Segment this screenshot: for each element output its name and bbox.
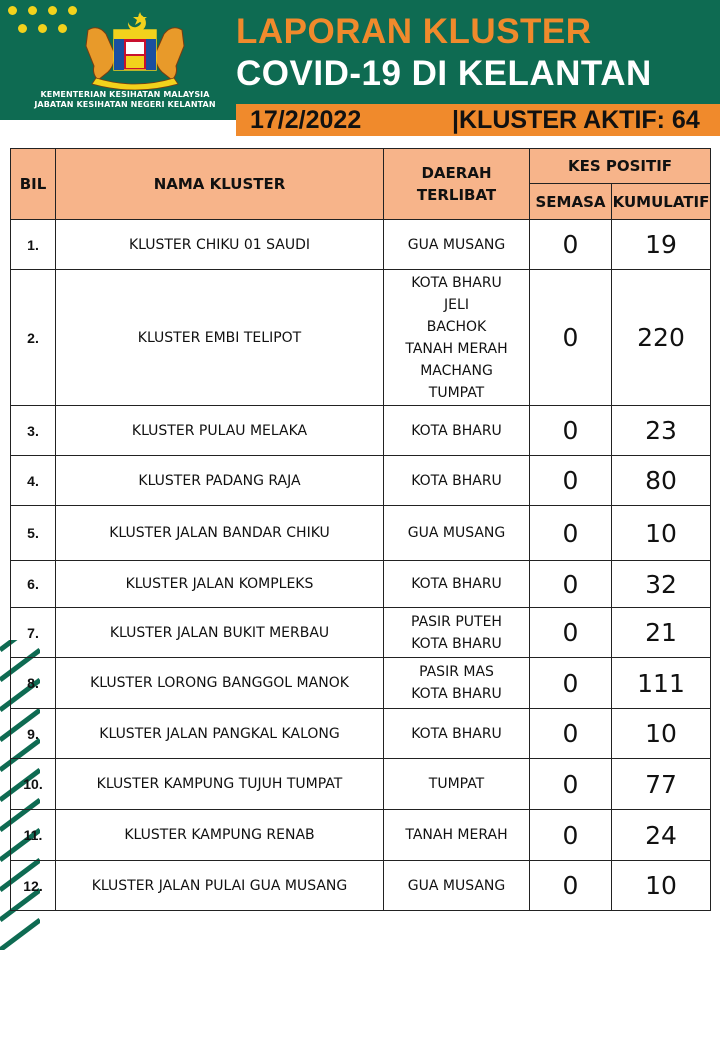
cell-kumulatif: 21 — [612, 608, 711, 658]
cell-nama-kluster: KLUSTER PULAU MELAKA — [56, 406, 384, 456]
header-nama-kluster: NAMA KLUSTER — [56, 149, 384, 220]
cell-nama-kluster: KLUSTER KAMPUNG TUJUH TUMPAT — [56, 759, 384, 810]
cell-semasa: 0 — [530, 709, 612, 759]
cell-semasa: 0 — [530, 608, 612, 658]
table-row — [11, 506, 711, 561]
cell-nama-kluster: KLUSTER EMBI TELIPOT — [56, 270, 384, 406]
table-row — [11, 759, 711, 810]
district-name: TUMPAT — [428, 384, 485, 401]
header-semasa: SEMASA — [530, 184, 612, 220]
table-row — [11, 220, 711, 270]
cell-bil: 3. — [11, 406, 56, 456]
cell-kumulatif: 10 — [612, 709, 711, 759]
cell-semasa: 0 — [530, 810, 612, 861]
table-row — [11, 658, 711, 709]
cell-kumulatif: 111 — [612, 658, 711, 709]
table-row — [11, 709, 711, 759]
cell-semasa: 0 — [530, 861, 612, 911]
cell-kumulatif: 80 — [612, 456, 711, 506]
cell-nama-kluster: KLUSTER CHIKU 01 SAUDI — [56, 220, 384, 270]
cell-daerah-terlibat — [384, 406, 530, 456]
cell-daerah-terlibat — [384, 561, 530, 608]
table-row — [11, 456, 711, 506]
table-row — [11, 270, 711, 406]
cell-semasa: 0 — [530, 456, 612, 506]
malaysia-coat-of-arms-icon — [70, 8, 200, 90]
report-title-line2: COVID-19 DI KELANTAN — [236, 54, 652, 93]
district-name: KOTA BHARU — [411, 274, 502, 291]
cell-nama-kluster: KLUSTER JALAN PULAI GUA MUSANG — [56, 861, 384, 911]
cell-semasa: 0 — [530, 658, 612, 709]
cell-daerah-terlibat — [384, 709, 530, 759]
district-name: TUMPAT — [428, 776, 485, 792]
district-name: GUA MUSANG — [407, 877, 506, 894]
cell-nama-kluster: KLUSTER KAMPUNG RENAB — [56, 810, 384, 861]
district-name: JELI — [444, 296, 469, 313]
active-cluster-count: |KLUSTER AKTIF: 64 — [452, 106, 700, 134]
cell-bil: 4. — [11, 456, 56, 506]
district-name: KOTA BHARU — [411, 686, 502, 702]
cell-daerah-terlibat — [384, 658, 530, 709]
cell-bil: 5. — [11, 506, 56, 561]
cell-daerah-terlibat — [384, 270, 530, 406]
agency-name-state-department: JABATAN KESIHATAN NEGERI KELANTAN — [34, 100, 216, 109]
table-row — [11, 406, 711, 456]
table-row — [11, 608, 711, 658]
cell-bil: 11. — [11, 810, 56, 861]
table-row — [11, 561, 711, 608]
report-date: 17/2/2022 — [250, 106, 362, 134]
header-kumulatif: KUMULATIF — [612, 184, 711, 220]
cell-bil: 8. — [11, 658, 56, 709]
cell-semasa: 0 — [530, 406, 612, 456]
cell-kumulatif: 10 — [612, 506, 711, 561]
agency-name-ministry: KEMENTERIAN KESIHATAN MALAYSIA — [40, 90, 210, 99]
cell-bil: 2. — [11, 270, 56, 406]
district-name: KOTA BHARU — [411, 725, 502, 742]
header-bil: BIL — [11, 149, 56, 220]
district-name: KOTA BHARU — [411, 422, 502, 439]
district-name: KOTA BHARU — [411, 576, 502, 592]
district-name: GUA MUSANG — [407, 525, 506, 541]
district-name: KOTA BHARU — [411, 472, 502, 489]
cell-bil: 6. — [11, 561, 56, 608]
district-name: KOTA BHARU — [411, 635, 502, 652]
cell-bil: 12. — [11, 861, 56, 911]
cell-kumulatif: 77 — [612, 759, 711, 810]
cell-nama-kluster: KLUSTER PADANG RAJA — [56, 456, 384, 506]
cell-daerah-terlibat — [384, 220, 530, 270]
cell-semasa: 0 — [530, 759, 612, 810]
table-row — [11, 861, 711, 911]
cluster-table — [10, 148, 711, 911]
district-name: PASIR PUTEH — [411, 613, 502, 630]
cell-semasa: 0 — [530, 220, 612, 270]
cell-nama-kluster: KLUSTER JALAN PANGKAL KALONG — [56, 709, 384, 759]
header-banner — [0, 0, 720, 120]
cell-kumulatif: 10 — [612, 861, 711, 911]
cell-bil: 10. — [11, 759, 56, 810]
district-name: MACHANG — [420, 362, 493, 379]
cell-kumulatif: 23 — [612, 406, 711, 456]
cell-daerah-terlibat — [384, 861, 530, 911]
cell-semasa: 0 — [530, 506, 612, 561]
table-row — [11, 810, 711, 861]
cell-daerah-terlibat — [384, 608, 530, 658]
cell-daerah-terlibat — [384, 759, 530, 810]
district-name: PASIR MAS — [419, 664, 494, 680]
cell-kumulatif: 19 — [612, 220, 711, 270]
cell-daerah-terlibat — [384, 506, 530, 561]
district-name: GUA MUSANG — [407, 236, 506, 253]
district-name: TANAH MERAH — [405, 827, 508, 843]
cell-semasa: 0 — [530, 561, 612, 608]
district-name: TANAH MERAH — [405, 340, 508, 357]
cell-bil: 9. — [11, 709, 56, 759]
cell-bil: 1. — [11, 220, 56, 270]
report-title-line1: LAPORAN KLUSTER — [236, 12, 592, 51]
cell-nama-kluster: KLUSTER LORONG BANGGOL MANOK — [56, 658, 384, 709]
cell-kumulatif: 24 — [612, 810, 711, 861]
cell-nama-kluster: KLUSTER JALAN KOMPLEKS — [56, 561, 384, 608]
cell-daerah-terlibat — [384, 810, 530, 861]
cell-semasa: 0 — [530, 270, 612, 406]
district-name: BACHOK — [426, 318, 487, 335]
cell-daerah-terlibat — [384, 456, 530, 506]
cell-kumulatif: 220 — [612, 270, 711, 406]
header-daerah-terlibat: DAERAH TERLIBAT — [384, 149, 530, 220]
cell-kumulatif: 32 — [612, 561, 711, 608]
cell-nama-kluster: KLUSTER JALAN BANDAR CHIKU — [56, 506, 384, 561]
header-kes-positif: KES POSITIF — [530, 149, 711, 184]
cell-bil: 7. — [11, 608, 56, 658]
cell-nama-kluster: KLUSTER JALAN BUKIT MERBAU — [56, 608, 384, 658]
